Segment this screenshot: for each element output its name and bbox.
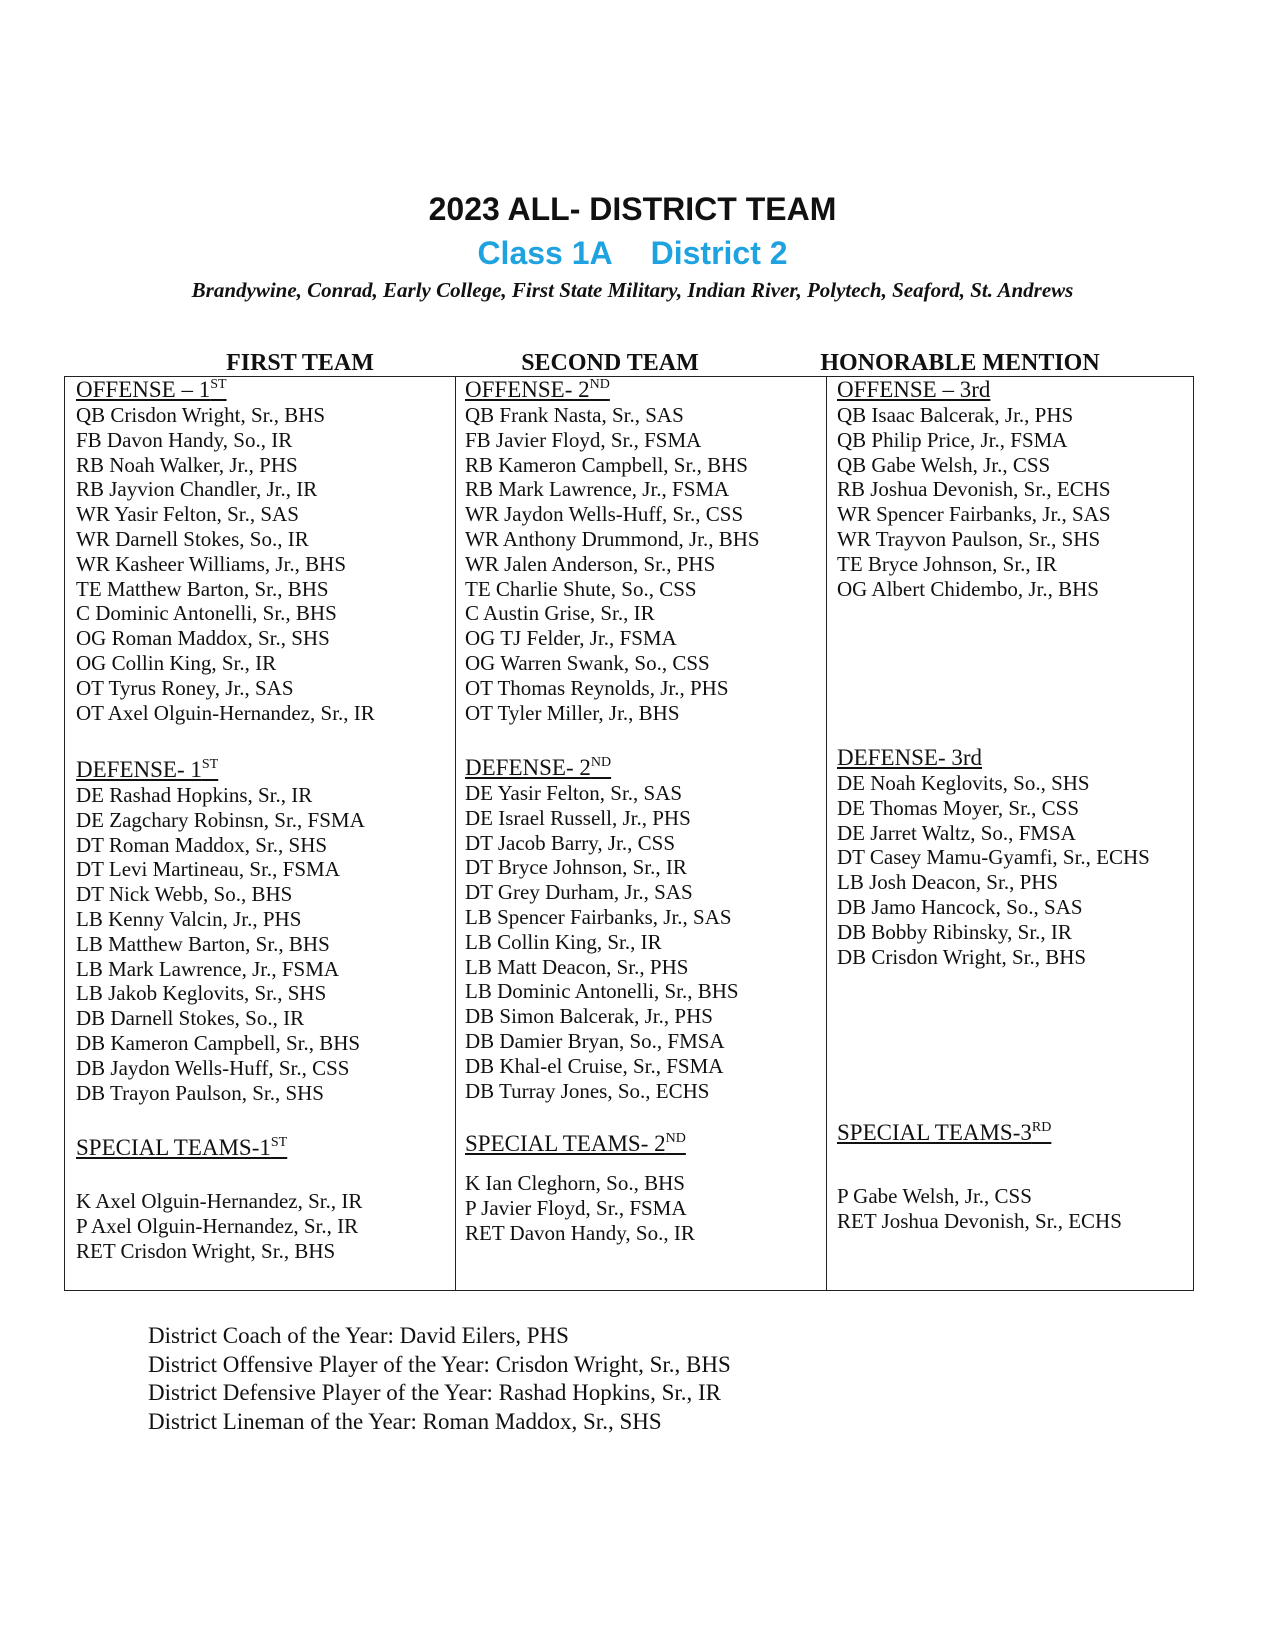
player-entry: RB Kameron Campbell, Sr., BHS	[465, 452, 748, 477]
player-entry: WR Spencer Fairbanks, Jr., SAS	[837, 502, 1111, 527]
player-entry: K Ian Cleghorn, So., BHS	[465, 1171, 685, 1195]
player-entry: FB Javier Floyd, Sr., FSMA	[465, 427, 702, 452]
player-entry: DT Jacob Barry, Jr., CSS	[465, 830, 675, 855]
player-entry: DE Rashad Hopkins, Sr., IR	[76, 783, 313, 807]
player-list	[76, 783, 451, 1105]
player-entry: DE Yasir Felton, Sr., SAS	[465, 781, 683, 805]
player-entry: WR Trayvon Paulson, Sr., SHS	[837, 526, 1101, 551]
player-entry: OT Tyrus Roney, Jr., SAS	[76, 675, 294, 700]
player-entry: DB Turray Jones, So., ECHS	[465, 1078, 710, 1103]
player-entry: DE Jarret Waltz, So., FMSA	[837, 820, 1076, 845]
player-entry: FB Davon Handy, So., IR	[76, 427, 293, 452]
player-list	[465, 403, 820, 725]
player-list	[837, 771, 1187, 969]
player-entry: DT Grey Durham, Jr., SAS	[465, 880, 693, 905]
district-awards	[148, 1322, 731, 1436]
player-list	[76, 403, 451, 725]
player-entry: LB Collin King, Sr., IR	[465, 929, 662, 954]
player-entry: TE Charlie Shute, So., CSS	[465, 576, 697, 601]
player-entry: K Axel Olguin-Hernandez, Sr., IR	[76, 1189, 363, 1213]
award-line: District Coach of the Year: David Eilers, PHS	[148, 1323, 569, 1348]
player-entry: DB Simon Balcerak, Jr., PHS	[465, 1004, 713, 1029]
player-entry: QB Philip Price, Jr., FSMA	[837, 427, 1068, 452]
player-entry: QB Isaac Balcerak, Jr., PHS	[837, 403, 1074, 427]
column-header-first-team: FIRST TEAM	[226, 350, 374, 376]
second-team-column	[465, 377, 820, 1290]
section-title: DEFENSE- 1ST	[76, 757, 219, 782]
player-entry: WR Kasheer Williams, Jr., BHS	[76, 551, 346, 576]
player-entry: RB Noah Walker, Jr., PHS	[76, 452, 298, 477]
player-entry: TE Matthew Barton, Sr., BHS	[76, 576, 329, 601]
first-team-offense	[76, 377, 451, 725]
column-divider	[455, 377, 456, 1290]
player-entry: LB Matt Deacon, Sr., PHS	[465, 954, 689, 979]
player-entry: DB Damier Bryan, So., FMSA	[465, 1028, 725, 1053]
player-entry: DE Zagchary Robinsn, Sr., FSMA	[76, 807, 365, 832]
player-entry: DB Trayon Paulson, Sr., SHS	[76, 1080, 324, 1105]
player-entry: DT Nick Webb, So., BHS	[76, 882, 293, 907]
class-district-heading	[0, 233, 1265, 273]
player-list	[76, 1189, 451, 1263]
award-line: District Defensive Player of the Year: Rashad Hopkins, Sr., IR	[148, 1380, 722, 1405]
honorable-special	[837, 1120, 1187, 1234]
player-entry: OT Thomas Reynolds, Jr., PHS	[465, 675, 729, 700]
player-entry: P Gabe Welsh, Jr., CSS	[837, 1184, 1032, 1208]
section-title: SPECIAL TEAMS-1ST	[76, 1135, 288, 1160]
award-line: District Lineman of the Year: Roman Maddox, Sr., SHS	[148, 1408, 662, 1434]
player-entry: QB Frank Nasta, Sr., SAS	[465, 403, 684, 427]
section-title: DEFENSE- 3rd	[837, 745, 983, 770]
player-entry: DB Jaydon Wells-Huff, Sr., CSS	[76, 1055, 350, 1080]
player-entry: OG Roman Maddox, Sr., SHS	[76, 626, 330, 651]
section-title: OFFENSE – 1ST	[76, 377, 227, 402]
player-list	[837, 403, 1187, 601]
player-entry: LB Jakob Keglovits, Sr., SHS	[76, 981, 327, 1006]
player-entry: WR Darnell Stokes, So., IR	[76, 526, 309, 551]
player-entry: C Austin Grise, Sr., IR	[465, 601, 655, 626]
player-entry: P Javier Floyd, Sr., FSMA	[465, 1195, 687, 1220]
honorable-offense	[837, 377, 1187, 601]
document-title: 2023 ALL- DISTRICT TEAM	[428, 191, 837, 227]
player-entry: DT Roman Maddox, Sr., SHS	[76, 832, 328, 857]
player-entry: DB Khal-el Cruise, Sr., FSMA	[465, 1053, 724, 1078]
first-team-defense	[76, 757, 451, 1105]
player-entry: LB Spencer Fairbanks, Jr., SAS	[465, 904, 732, 929]
player-entry: OT Axel Olguin-Hernandez, Sr., IR	[76, 700, 375, 725]
player-entry: RET Joshua Devonish, Sr., ECHS	[837, 1208, 1122, 1233]
player-entry: RB Joshua Devonish, Sr., ECHS	[837, 477, 1111, 502]
player-entry: DE Israel Russell, Jr., PHS	[465, 805, 691, 830]
player-entry: WR Jaydon Wells-Huff, Sr., CSS	[465, 502, 744, 527]
section-title: DEFENSE- 2ND	[465, 755, 612, 780]
player-entry: DB Crisdon Wright, Sr., BHS	[837, 944, 1087, 969]
player-entry: DB Jamo Hancock, So., SAS	[837, 894, 1083, 919]
player-entry: WR Jalen Anderson, Sr., PHS	[465, 551, 716, 576]
player-entry: LB Josh Deacon, Sr., PHS	[837, 870, 1059, 895]
player-entry: DB Bobby Ribinsky, Sr., IR	[837, 919, 1072, 944]
player-entry: WR Anthony Drummond, Jr., BHS	[465, 526, 760, 551]
first-team-special	[76, 1135, 451, 1263]
player-entry: DB Kameron Campbell, Sr., BHS	[76, 1030, 361, 1055]
player-entry: RB Jayvion Chandler, Jr., IR	[76, 477, 318, 502]
player-entry: DE Thomas Moyer, Sr., CSS	[837, 795, 1080, 820]
award-line: District Offensive Player of the Year: Crisdon Wright, Sr., BHS	[148, 1351, 731, 1377]
section-title: OFFENSE- 2ND	[465, 377, 610, 402]
player-entry: WR Yasir Felton, Sr., SAS	[76, 502, 299, 527]
column-header-honorable-mention: HONORABLE MENTION	[820, 350, 1100, 376]
roster-table	[64, 376, 1194, 1291]
section-title: SPECIAL TEAMS- 2ND	[465, 1131, 686, 1156]
player-list	[465, 1171, 820, 1245]
player-entry: QB Crisdon Wright, Sr., BHS	[76, 403, 326, 427]
player-entry: P Axel Olguin-Hernandez, Sr., IR	[76, 1213, 359, 1238]
column-header-second-team: SECOND TEAM	[521, 350, 699, 376]
player-entry: DT Levi Martineau, Sr., FSMA	[76, 857, 340, 882]
player-entry: DT Bryce Johnson, Sr., IR	[465, 855, 687, 880]
player-entry: RB Mark Lawrence, Jr., FSMA	[465, 477, 730, 502]
player-entry: QB Gabe Welsh, Jr., CSS	[837, 452, 1051, 477]
player-entry: LB Dominic Antonelli, Sr., BHS	[465, 979, 739, 1004]
first-team-column	[76, 377, 451, 1290]
player-entry: OG Warren Swank, So., CSS	[465, 650, 710, 675]
player-entry: DB Darnell Stokes, So., IR	[76, 1006, 305, 1031]
player-list	[465, 781, 820, 1103]
player-entry: DE Noah Keglovits, So., SHS	[837, 771, 1090, 795]
district-label: District 2	[650, 235, 788, 271]
column-divider	[826, 377, 827, 1290]
honorable-mention-column	[837, 377, 1187, 1290]
player-entry: RET Crisdon Wright, Sr., BHS	[76, 1238, 336, 1263]
player-entry: OT Tyler Miller, Jr., BHS	[465, 700, 680, 725]
player-entry: LB Matthew Barton, Sr., BHS	[76, 931, 330, 956]
player-entry: OG Collin King, Sr., IR	[76, 650, 277, 675]
honorable-defense	[837, 745, 1187, 969]
schools-list: Brandywine, Conrad, Early College, First State Military, Indian River, Polytech, Seaford, St. Andrews	[191, 278, 1074, 302]
player-entry: OG Albert Chidembo, Jr., BHS	[837, 576, 1099, 601]
second-team-defense	[465, 755, 820, 1103]
player-entry: C Dominic Antonelli, Sr., BHS	[76, 601, 337, 626]
player-entry: DT Casey Mamu-Gyamfi, Sr., ECHS	[837, 845, 1150, 870]
player-list	[837, 1184, 1187, 1234]
player-entry: OG TJ Felder, Jr., FSMA	[465, 626, 677, 651]
player-entry: RET Davon Handy, So., IR	[465, 1220, 695, 1245]
section-title: OFFENSE – 3rd	[837, 377, 991, 402]
section-title: SPECIAL TEAMS-3RD	[837, 1120, 1052, 1145]
class-label: Class 1A	[477, 235, 613, 271]
second-team-special	[465, 1131, 820, 1245]
player-entry: TE Bryce Johnson, Sr., IR	[837, 551, 1057, 576]
player-entry: LB Kenny Valcin, Jr., PHS	[76, 906, 302, 931]
second-team-offense	[465, 377, 820, 725]
player-entry: LB Mark Lawrence, Jr., FSMA	[76, 956, 340, 981]
